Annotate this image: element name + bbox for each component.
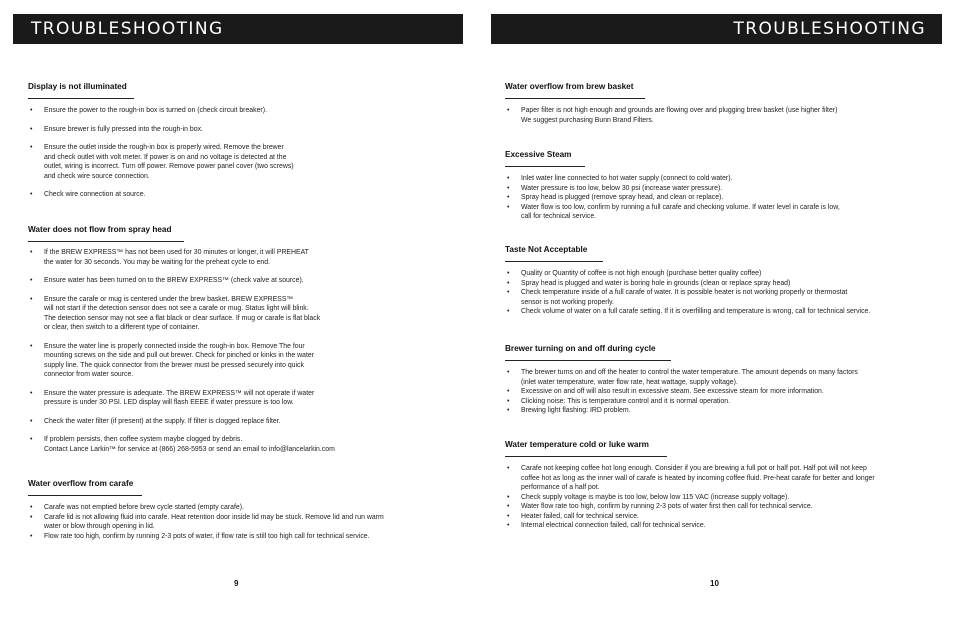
list-item: • Clicking noise: This is temperature control and it is normal operation. xyxy=(505,397,935,407)
section-title: Water overflow from brew basket xyxy=(505,82,634,91)
title-underline xyxy=(505,456,667,457)
list-item: • Ensure the carafe or mug is centered under the brew basket. BREW EXPRESS™ will not start if the detection sensor does not see a carafe or mug. Status light will blink. The detection sensor may not see a flat black or clear surface. If mug or carafe is flat black or clear, then switch to a different type of container. xyxy=(28,295,458,333)
page-number: 10 xyxy=(710,579,719,588)
item-list xyxy=(505,269,935,317)
list-item: • Water flow rate too high, confirm by running 2-3 pots of water first then call for technical service. xyxy=(505,502,935,512)
list-item: • If problem persists, then coffee system maybe clogged by debris. Contact Lance Larkin™ for service at (866) 268-5953 or send an email to info@lancelarkin.com xyxy=(28,435,458,454)
page-number: 9 xyxy=(234,579,239,588)
title-underline xyxy=(28,495,142,496)
title-underline xyxy=(505,166,585,167)
title-underline xyxy=(28,241,184,242)
list-item: • Ensure brewer is fully pressed into the rough-in box. xyxy=(28,125,448,135)
list-item: • The brewer turns on and off the heater to control the water temperature. The amount depends on many factors (inlet water temperature, water flow rate, heat wattage, supply voltage). xyxy=(505,368,935,387)
list-item: • Flow rate too high, confirm by running 2-3 pots of water, if flow rate is still too high call for technical service. xyxy=(28,532,460,542)
title-underline xyxy=(505,98,645,99)
list-item: • Excessive on and off will also result in excessive steam. See excessive steam for more information. xyxy=(505,387,935,397)
right-page xyxy=(477,0,954,618)
section-overflow-carafe xyxy=(28,473,460,541)
section-title: Brewer turning on and off during cycle xyxy=(505,344,656,353)
item-list xyxy=(28,248,458,454)
section-title: Water does not flow from spray head xyxy=(28,225,172,234)
header-bar xyxy=(491,14,942,44)
list-item: • Spray head is plugged (remove spray head, and clean or replace). xyxy=(505,193,935,203)
section-title: Water overflow from carafe xyxy=(28,479,134,488)
list-item: • Ensure water has been turned on to the BREW EXPRESS™ (check valve at source). xyxy=(28,276,458,286)
list-item: • If the BREW EXPRESS™ has not been used for 30 minutes or longer, it will PREHEAT the water for 30 seconds. You may be waiting for the preheat cycle to end. xyxy=(28,248,458,267)
list-item: • Check supply voltage is maybe is too low, below low 115 VAC (increase supply voltage). xyxy=(505,493,935,503)
list-item: • Check wire connection at source. xyxy=(28,190,448,200)
list-item: • Brewing light flashing: IRD problem. xyxy=(505,406,935,416)
item-list xyxy=(505,174,935,222)
section-taste-not-acceptable xyxy=(505,239,935,317)
section-title: Taste Not Acceptable xyxy=(505,245,588,254)
list-item: • Spray head is plugged and water is boring hole in grounds (clean or replace spray head) xyxy=(505,279,935,289)
section-title: Excessive Steam xyxy=(505,150,572,159)
list-item: • Carafe not keeping coffee hot long enough. Consider if you are brewing a full pot or half pot. Half pot will not keep coffee hot as long as the inner wall of carafe is heated by incoming coffee fluid. Pre-heat carafe for better and longer performance of a half pot. xyxy=(505,464,935,493)
list-item: • Quality or Quantity of coffee is not high enough (purchase better quality coffee) xyxy=(505,269,935,279)
list-item: • Ensure the water pressure is adequate. The BREW EXPRESS™ will not operate if water pressure is under 30 PSI. LED display will flash EEEE if water pressure is too low. xyxy=(28,389,458,408)
page-title: TROUBLESHOOTING xyxy=(733,19,926,39)
section-title: Water temperature cold or luke warm xyxy=(505,440,649,449)
header-bar xyxy=(13,14,463,44)
list-item: • Water pressure is too low, below 30 psi (increase water pressure). xyxy=(505,184,935,194)
list-item: • Carafe lid is not allowing fluid into carafe. Heat retention door inside lid may be stuck. Remove lid and run warm water or blow through opening in lid. xyxy=(28,513,460,532)
title-underline xyxy=(505,360,671,361)
section-temperature-cold xyxy=(505,434,935,531)
list-item: • Ensure the outlet inside the rough-in box is properly wired. Remove the brewer and check outlet with volt meter. If power is on and no voltage is detected at the outlet, wiring is incorrect. Turn off power. Remove power panel cover (two screws) and check wire source connection. xyxy=(28,143,448,181)
item-list xyxy=(505,368,935,416)
list-item: • Check volume of water on a full carafe setting. If it is overfilling and temperature is wrong, call for technical service. xyxy=(505,307,935,317)
item-list xyxy=(505,106,935,125)
list-item: • Ensure the water line is properly connected inside the rough-in box. Remove The four mounting screws on the side and pull out brewer. Check for pinched or kinks in the water supply line. The quick connector from the brewer must be pressed securely into quick connector from water source. xyxy=(28,342,458,380)
item-list xyxy=(28,503,460,541)
title-underline xyxy=(28,98,134,99)
list-item: • Check temperature inside of a full carafe of water. It is possible heater is not working properly or thermostat sensor is not working properly. xyxy=(505,288,935,307)
section-excessive-steam xyxy=(505,144,935,222)
list-item: • Water flow is too low, confirm by running a full carafe and checking volume. If water level in carafe is low, call for technical service. xyxy=(505,203,935,222)
item-list xyxy=(505,464,935,531)
section-overflow-brew-basket xyxy=(505,76,935,125)
page-title: TROUBLESHOOTING xyxy=(31,19,224,39)
list-item: • Heater failed, call for technical service. xyxy=(505,512,935,522)
title-underline xyxy=(505,261,603,262)
list-item: • Paper filter is not high enough and grounds are flowing over and plugging brew basket (use higher filter) We suggest purchasing Bunn Brand Filters. xyxy=(505,106,935,125)
list-item: • Inlet water line connected to hot water supply (connect to cold water). xyxy=(505,174,935,184)
list-item: • Internal electrical connection failed, call for technical service. xyxy=(505,521,935,531)
item-list xyxy=(28,106,448,200)
list-item: • Ensure the power to the rough-in box is turned on (check circuit breaker). xyxy=(28,106,448,116)
list-item: • Carafe was not emptied before brew cycle started (empty carafe). xyxy=(28,503,460,513)
section-display-not-illuminated xyxy=(28,76,448,200)
section-turning-on-off xyxy=(505,338,935,416)
section-water-no-flow xyxy=(28,219,458,454)
list-item: • Check the water filter (if present) at the supply. If filter is clogged replace filter. xyxy=(28,417,458,427)
section-title: Display is not illuminated xyxy=(28,82,127,91)
